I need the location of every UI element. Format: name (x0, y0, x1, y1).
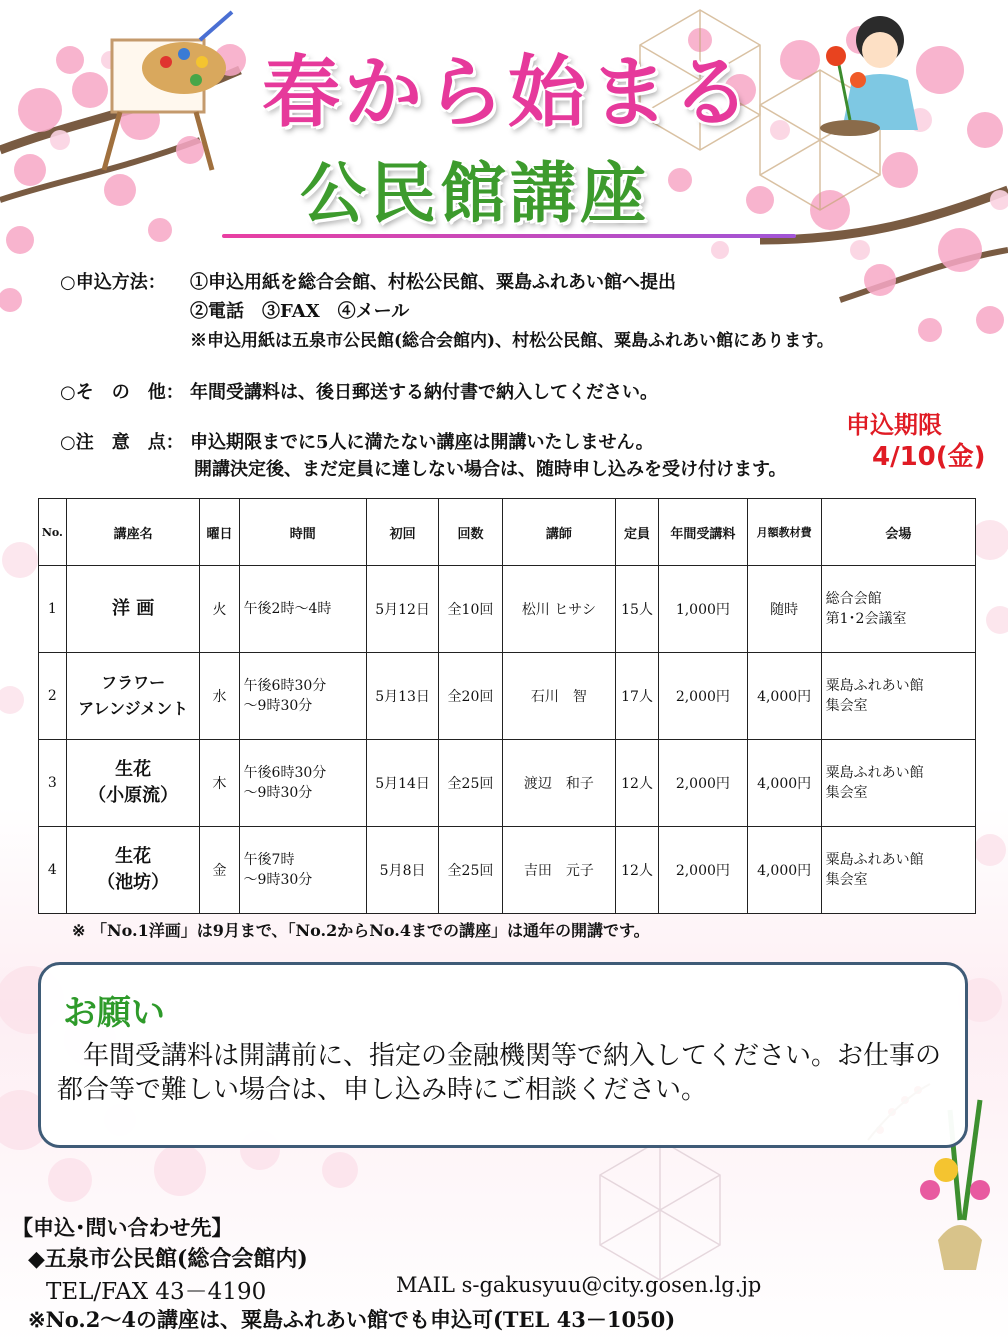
row-day: 水 (200, 653, 239, 740)
row-material: 4,000円 (747, 653, 821, 740)
ikebana-woman-illustration (820, 16, 918, 136)
header-count: 回数 (439, 499, 503, 566)
caution-text-1: 申込期限までに5人に満たない講座は開講いたしません。 (190, 432, 654, 453)
header-teacher: 講師 (502, 499, 615, 566)
caution-label: ○注 意 点： (60, 432, 184, 453)
deadline-label: 申込期限 (846, 411, 942, 439)
caution-text-2: 開講決定後、まだ定員に達しない場合は、随時申し込みを受け付けます。 (194, 459, 787, 480)
row-count: 全25回 (439, 740, 503, 827)
row-time (239, 740, 367, 827)
header-day: 曜日 (200, 499, 239, 566)
method-text-2: ②電話 ③FAX ④メール (190, 301, 410, 322)
row-day: 火 (200, 566, 239, 653)
contact-office: ◆五泉市公民館(総合会館内) (28, 1246, 308, 1272)
row-capacity: 12人 (615, 740, 658, 827)
contact-tel: TEL/FAX 43－4190 (46, 1279, 267, 1305)
row-count: 全10回 (439, 566, 503, 653)
header-time: 時間 (239, 499, 367, 566)
method-text-3: ※申込用紙は五泉市公民館(総合会館内)、村松公民館、粟島ふれあい館にあります。 (190, 331, 834, 351)
row-fee: 2,000円 (659, 653, 747, 740)
row-no: 3 (39, 740, 67, 827)
row-venue-line-1: 総合会館 (825, 591, 882, 607)
title-line-2: 公民館講座 (300, 155, 650, 232)
row-material: 随時 (747, 566, 821, 653)
row-teacher: 石川 智 (502, 653, 615, 740)
row-count: 全25回 (439, 827, 503, 914)
row-venue (821, 653, 975, 740)
row-name-line-1: 生花 (115, 759, 152, 780)
header-first: 初回 (367, 499, 439, 566)
row-venue-line-2: 第1･2会議室 (825, 611, 907, 627)
row-time-line-1: 午後6時30分 (243, 678, 327, 694)
row-teacher: 松川 ヒサシ (502, 566, 615, 653)
table-row (39, 566, 976, 653)
row-name (66, 740, 200, 827)
other-label: ○そ の 他： (60, 382, 184, 403)
row-time (239, 566, 367, 653)
row-no: 4 (39, 827, 67, 914)
row-name-line-2: アレンジメント (78, 699, 189, 718)
method-label: ○申込方法： (60, 272, 166, 293)
header-venue: 会場 (821, 499, 975, 566)
row-first: 5月8日 (367, 827, 439, 914)
row-fee: 2,000円 (659, 827, 747, 914)
table-row (39, 740, 976, 827)
row-name-line-1: フラワー (101, 673, 166, 692)
row-day: 金 (200, 827, 239, 914)
row-name-line-1: 生花 (115, 846, 152, 867)
header-capacity: 定員 (615, 499, 658, 566)
row-time-line-1: 午後7時 (243, 852, 295, 868)
request-box (38, 962, 968, 1148)
row-capacity: 15人 (615, 566, 658, 653)
row-time (239, 827, 367, 914)
row-venue-line-1: 粟島ふれあい館 (825, 678, 924, 694)
row-venue-line-1: 粟島ふれあい館 (825, 765, 924, 781)
row-time-line-2: ～9時30分 (243, 785, 313, 801)
header-fee: 年間受講料 (659, 499, 747, 566)
row-venue-line-2: 集会室 (825, 785, 868, 801)
row-name (66, 827, 200, 914)
course-table (38, 498, 976, 914)
row-time-line-1: 午後6時30分 (243, 765, 327, 781)
method-text-1: ①申込用紙を総合会館、村松公民館、粟島ふれあい館へ提出 (190, 272, 676, 293)
row-count: 全20回 (439, 653, 503, 740)
row-time-line-2: ～9時30分 (243, 698, 313, 714)
header-name: 講座名 (66, 499, 200, 566)
row-material: 4,000円 (747, 740, 821, 827)
contact-mail[interactable]: MAIL s-gakusyuu@city.gosen.lg.jp (396, 1273, 762, 1297)
row-fee: 1,000円 (659, 566, 747, 653)
row-venue-line-1: 粟島ふれあい館 (825, 852, 924, 868)
table-note: ※ 「No.1洋画」は9月まで、「No.2からNo.4までの講座」は通年の開講です。 (72, 921, 650, 940)
request-title: お願い (63, 993, 165, 1033)
row-name-line-1: 洋 画 (111, 598, 155, 619)
row-venue-line-2: 集会室 (825, 872, 868, 888)
row-time-line-1: 午後2時～4時 (243, 601, 332, 617)
row-name (66, 566, 200, 653)
row-first: 5月13日 (367, 653, 439, 740)
row-teacher: 吉田 元子 (502, 827, 615, 914)
row-name (66, 653, 200, 740)
row-venue-line-2: 集会室 (825, 698, 868, 714)
row-first: 5月14日 (367, 740, 439, 827)
row-no: 1 (39, 566, 67, 653)
contact-note: ※No.2～4の講座は、粟島ふれあい館でも申込可(TEL 43－1050) (28, 1307, 676, 1332)
header-no: No. (39, 499, 67, 566)
row-venue (821, 740, 975, 827)
row-capacity: 17人 (615, 653, 658, 740)
title-line-1: 春から始まる (262, 48, 755, 138)
other-text: 年間受講料は、後日郵送する納付書で納入してください。 (190, 382, 658, 403)
header-material: 月額教材費 (747, 499, 821, 566)
row-name-line-2: （小原流） (88, 785, 179, 806)
row-time (239, 653, 367, 740)
row-fee: 2,000円 (659, 740, 747, 827)
title-underline (222, 234, 796, 238)
row-first: 5月12日 (367, 566, 439, 653)
row-venue (821, 566, 975, 653)
table-row (39, 827, 976, 914)
row-material: 4,000円 (747, 827, 821, 914)
row-venue (821, 827, 975, 914)
row-name-line-2: （池坊） (97, 872, 170, 893)
row-teacher: 渡辺 和子 (502, 740, 615, 827)
row-capacity: 12人 (615, 827, 658, 914)
table-row (39, 653, 976, 740)
row-no: 2 (39, 653, 67, 740)
row-time-line-2: ～9時30分 (243, 872, 313, 888)
contact-heading: 【申込･問い合わせ先】 (12, 1215, 233, 1240)
row-day: 木 (200, 740, 239, 827)
deadline-date: 4/10(金) (872, 442, 986, 472)
request-text: 年間受講料は開講前に、指定の金融機関等で納入してください。お仕事の都合等で難しい場合は、申し込み時にご相談ください。 (57, 1041, 942, 1105)
table-header-row (39, 499, 976, 566)
easel-palette-illustration (104, 12, 232, 170)
